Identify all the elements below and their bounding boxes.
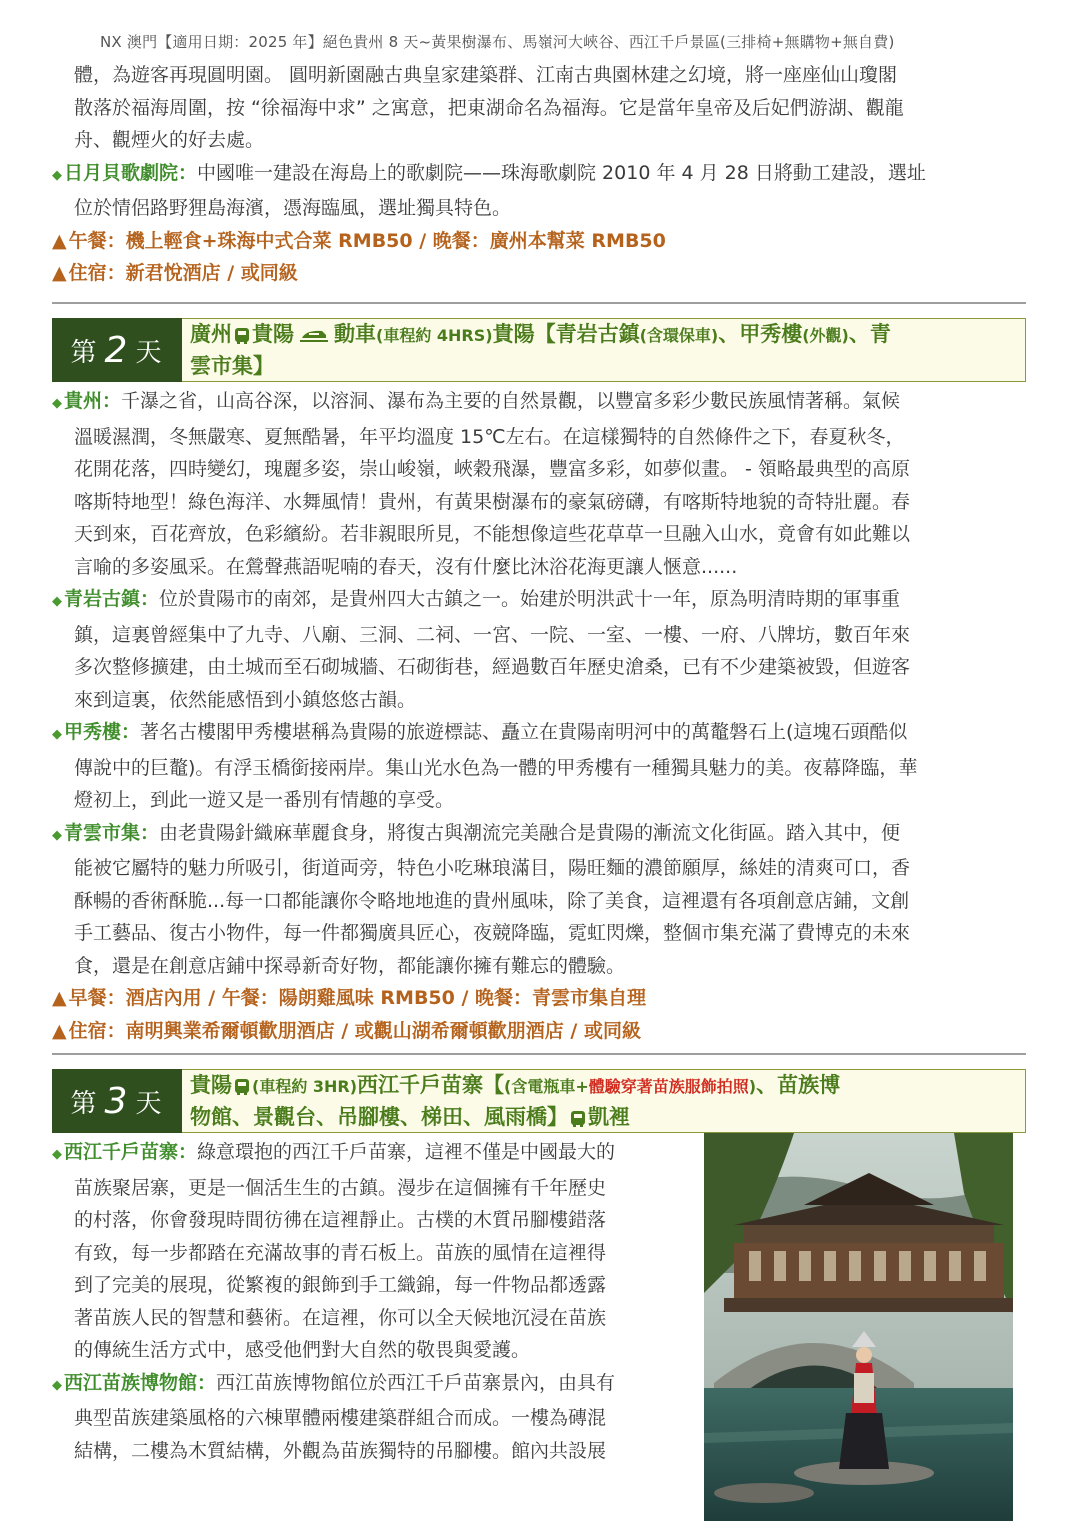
triangle-icon: ▲ — [52, 229, 67, 252]
text-line: 著名古樓閣甲秀樓堪稱為貴陽的旅遊標誌、矗立在貴陽南明河中的萬鼇磐石上(這塊石頭酷似 — [140, 721, 908, 743]
text-line: 苗族聚居寨，更是一個活生生的古鎮。漫步在這個擁有千年歷史 — [74, 1176, 607, 1199]
title-part: (車程約 4HRS) — [376, 326, 493, 345]
day1-continuation — [52, 59, 1026, 290]
title-part: (外觀) — [802, 326, 849, 345]
text-line: 西江苗族博物館位於西江千戶苗寨景內，由具有 — [216, 1371, 616, 1394]
day3-banner — [52, 1069, 1026, 1133]
text-line: 中國唯一建設在海島上的歌劇院——珠海歌劇院 2010 年 4 月 28 日將動工建設，選址 — [197, 161, 926, 184]
bullet-icon: ◆ — [52, 594, 62, 609]
divider — [52, 302, 1026, 304]
bus-icon — [235, 1079, 249, 1093]
item-label: 青雲市集： — [64, 821, 160, 844]
item-label: 青岩古鎮： — [64, 588, 160, 610]
qingyan-item — [52, 583, 1026, 619]
text-line: 著苗族人民的智慧和藝術。在這裡，你可以全天候地沉浸在苗族 — [74, 1306, 607, 1329]
title-part: 廣州 — [190, 322, 232, 346]
title-part: 、苗族博 — [756, 1073, 841, 1097]
text-line: 溫暖濕潤，冬無嚴寒、夏無酷暑，年平均溫度 15℃左右。在這樣獨特的自然條件之下，春夏秋冬， — [74, 425, 905, 448]
bullet-icon: ◆ — [52, 827, 62, 843]
text-line: 由老貴陽針織麻華麗食身，將復古與潮流完美融合是貴陽的漸流文化街區。踏入其中，便 — [159, 821, 901, 844]
miao-village-photo — [704, 1133, 1013, 1521]
guizhou-item — [52, 385, 1026, 421]
title-line2: 雲市集】 — [190, 354, 274, 378]
text-line: 花開花落，四時變幻，瑰麗多姿，崇山峻嶺，峽穀飛瀑，豐富多彩，如夢似畫。 - 領略最典型的高原 — [74, 458, 910, 480]
text-line: 來到這裏，依然能感悟到小鎮悠悠古韻。 — [74, 688, 417, 711]
title-part: ) — [748, 1077, 757, 1096]
text-line: 位於情侶路野狸島海濱，憑海臨風，選址獨具特色。 — [74, 197, 512, 219]
opera-item — [52, 157, 1026, 193]
meal-text: 午餐：機上輕食+珠海中式合菜 RMB50 / 晚餐：廣州本幫菜 RMB50 — [68, 229, 666, 252]
museum-item — [52, 1367, 692, 1403]
item-label: 日月貝歌劇院： — [64, 161, 198, 184]
title-line2: 凱裡 — [588, 1105, 630, 1129]
title-part: 貴陽 — [190, 1073, 232, 1097]
day-badge — [52, 318, 182, 382]
xijiang-item — [52, 1136, 692, 1172]
bus-icon — [235, 328, 249, 342]
day-badge — [52, 1069, 182, 1133]
text-line: 言喻的多姿風采。在鶯聲燕語呢喃的春天，沒有什麼比沐浴花海更讓人愜意...... — [74, 555, 738, 578]
text-line: 食，還是在創意店鋪中探尋新奇好物，都能讓你擁有難忘的體驗。 — [74, 954, 626, 977]
text-line: 手工藝品、復古小物件，每一件都獨廣具匠心，夜競降臨，霓虹閃爍，整個市集充滿了費博克的未來 — [74, 922, 911, 944]
text-line: 到了完美的展現，從繁複的銀飾到手工織錦，每一件物品都透露 — [74, 1274, 607, 1296]
day-title — [182, 1069, 1026, 1133]
meal-line — [52, 982, 1026, 1015]
text-line: 體，為遊客再現圓明園。 圓明新園融古典皇家建築群、江南古典園林建之幻境，將一座座仙山瓊閣 — [74, 64, 898, 86]
text-line: 位於貴陽市的南郊，是貴州四大古鎮之一。始建於明洪武十一年，原為明清時期的軍事重 — [159, 588, 901, 610]
meal-text: 早餐：酒店內用 / 午餐：陽朗雞風味 RMB50 / 晚餐：青雲市集自理 — [68, 987, 647, 1009]
badge-num: 3 — [104, 1080, 130, 1122]
bullet-icon: ◆ — [52, 1147, 62, 1162]
day3-body — [52, 1136, 692, 1467]
divider — [52, 1053, 1026, 1055]
text-line: 的村落，你會發現時間彷彿在這裡靜止。古樸的木質吊腳樓錯落 — [74, 1209, 607, 1231]
day2-body — [52, 385, 1026, 1047]
badge-post: 天 — [135, 337, 164, 368]
triangle-icon: ▲ — [52, 987, 67, 1009]
title-part: 、甲秀樓 — [718, 322, 803, 346]
text-line: 能被它屬特的魅力所吸引，街道両旁，特色小吃琳琅滿目，陽旺麵的濃節願厚，絲娃的清爽可口，香 — [74, 857, 911, 879]
title-part: (車程約 3HR) — [252, 1077, 358, 1096]
text-line: 舟、觀煙火的好去處。 — [74, 129, 265, 151]
jiaxiu-item — [52, 716, 1026, 752]
item-label: 甲秀樓： — [64, 721, 141, 743]
bullet-icon: ◆ — [52, 1377, 62, 1393]
bullet-icon: ◆ — [52, 396, 62, 411]
text-line: 有致，每一步都踏在充滿故事的青石板上。苗族的風情在這裡得 — [74, 1241, 607, 1264]
hotel-text: 住宿：南明興業希爾頓歡朋酒店 / 或觀山湖希爾頓歡朋酒店 / 或同級 — [68, 1019, 641, 1042]
triangle-icon: ▲ — [52, 1019, 67, 1042]
bullet-icon: ◆ — [52, 167, 62, 183]
text-line: 散落於福海周圍，按 “徐福海中求” 之寓意，把東湖命名為福海。它是當年皇帝及后妃們游湖、觀龍 — [74, 96, 904, 119]
page-header: NX 澳門【適用日期：2025 年】絕色貴州 8 天~黃果樹瀑布、馬嶺河大峽谷、西江千戶景區(三排椅+無購物+無自費) — [100, 33, 895, 51]
title-part: (含環保車) — [639, 326, 719, 345]
qingyun-item — [52, 817, 1026, 853]
text-line: 燈初上，到此一遊又是一番別有情趣的享受。 — [74, 789, 455, 811]
item-label: 貴州： — [64, 390, 122, 412]
text-line: 的傳統生活方式中，感受他們對大自然的敬畏與愛護。 — [74, 1339, 531, 1361]
text-line: 典型苗族建築風格的六棟單體兩樓建築群組合而成。一樓為磚混 — [74, 1407, 607, 1429]
title-part: (含電瓶車+ — [504, 1077, 589, 1096]
text-line: 綠意環抱的西江千戶苗寨，這裡不僅是中國最大的 — [197, 1141, 616, 1163]
day2-banner — [52, 318, 1026, 382]
badge-pre: 第 — [70, 337, 99, 368]
badge-num: 2 — [104, 329, 130, 371]
hotel-line — [52, 1015, 1026, 1048]
title-part: 貴陽 — [252, 322, 294, 346]
bus-icon — [571, 1111, 585, 1125]
text-line: 喀斯特地型！綠色海洋、水舞風情！貴州，有黃果樹瀑布的豪氣磅礴，有喀斯特地貌的奇特壯麗。春 — [74, 490, 911, 513]
bullet-icon: ◆ — [52, 727, 62, 742]
triangle-icon: ▲ — [52, 262, 67, 284]
item-label: 西江苗族博物館： — [64, 1371, 217, 1394]
text-line: 多次整修擴建，由土城而至石砌城牆、石砌街巷，經過數百年歷史滄桑，已有不少建築被毀，但遊客 — [74, 656, 911, 678]
meal-line — [52, 225, 1026, 258]
day-title — [182, 318, 1026, 382]
badge-post: 天 — [135, 1088, 164, 1119]
hotel-text: 住宿：新君悅酒店 / 或同級 — [68, 262, 298, 284]
hotel-line — [52, 257, 1026, 290]
title-part: 貴陽【青岩古鎮 — [492, 322, 640, 346]
item-label: 西江千戶苗寨： — [64, 1141, 198, 1163]
text-line: 酥暢的香術酥脆...每一口都能讓你令略地地進的貴州風味，除了美食，這裡還有各項創意店鋪，文創 — [74, 889, 910, 912]
text-line: 結構，二樓為木質結構，外觀為苗族獨特的吊腳樓。館內共設展 — [74, 1439, 607, 1462]
title-line2: 物館、景觀台、吊腳樓、梯田、風雨橋】 — [190, 1105, 568, 1129]
text-line: 千瀑之省，山高谷深，以溶洞、瀑布為主要的自然景觀，以豐富多彩少數民族風情著稱。氣候 — [121, 390, 901, 412]
text-line: 傳說中的巨鼇)。有浮玉橋銜接兩岸。集山光水色為一體的甲秀樓有一種獨具魅力的美。夜幕降臨，華 — [74, 756, 918, 779]
train-icon — [300, 327, 328, 343]
text-line: 鎮，這裏曾經集中了九寺、八廟、三洞、二祠、一宮、一院、一室、一樓、一府、八牌坊，數百年來 — [74, 623, 911, 646]
title-part: 西江千戶苗寨【 — [357, 1073, 505, 1097]
photo-illustration — [704, 1133, 1013, 1521]
text-line: 天到來，百花齊放，色彩繽紛。若非親眼所見，不能想像這些花草草一旦融入山水，竟會有如此難以 — [74, 523, 911, 545]
title-part: 、青 — [848, 322, 891, 346]
title-part: 體驗穿著苗族服飾拍照 — [588, 1077, 749, 1096]
title-part: 動車 — [334, 322, 376, 346]
badge-pre: 第 — [70, 1088, 99, 1119]
